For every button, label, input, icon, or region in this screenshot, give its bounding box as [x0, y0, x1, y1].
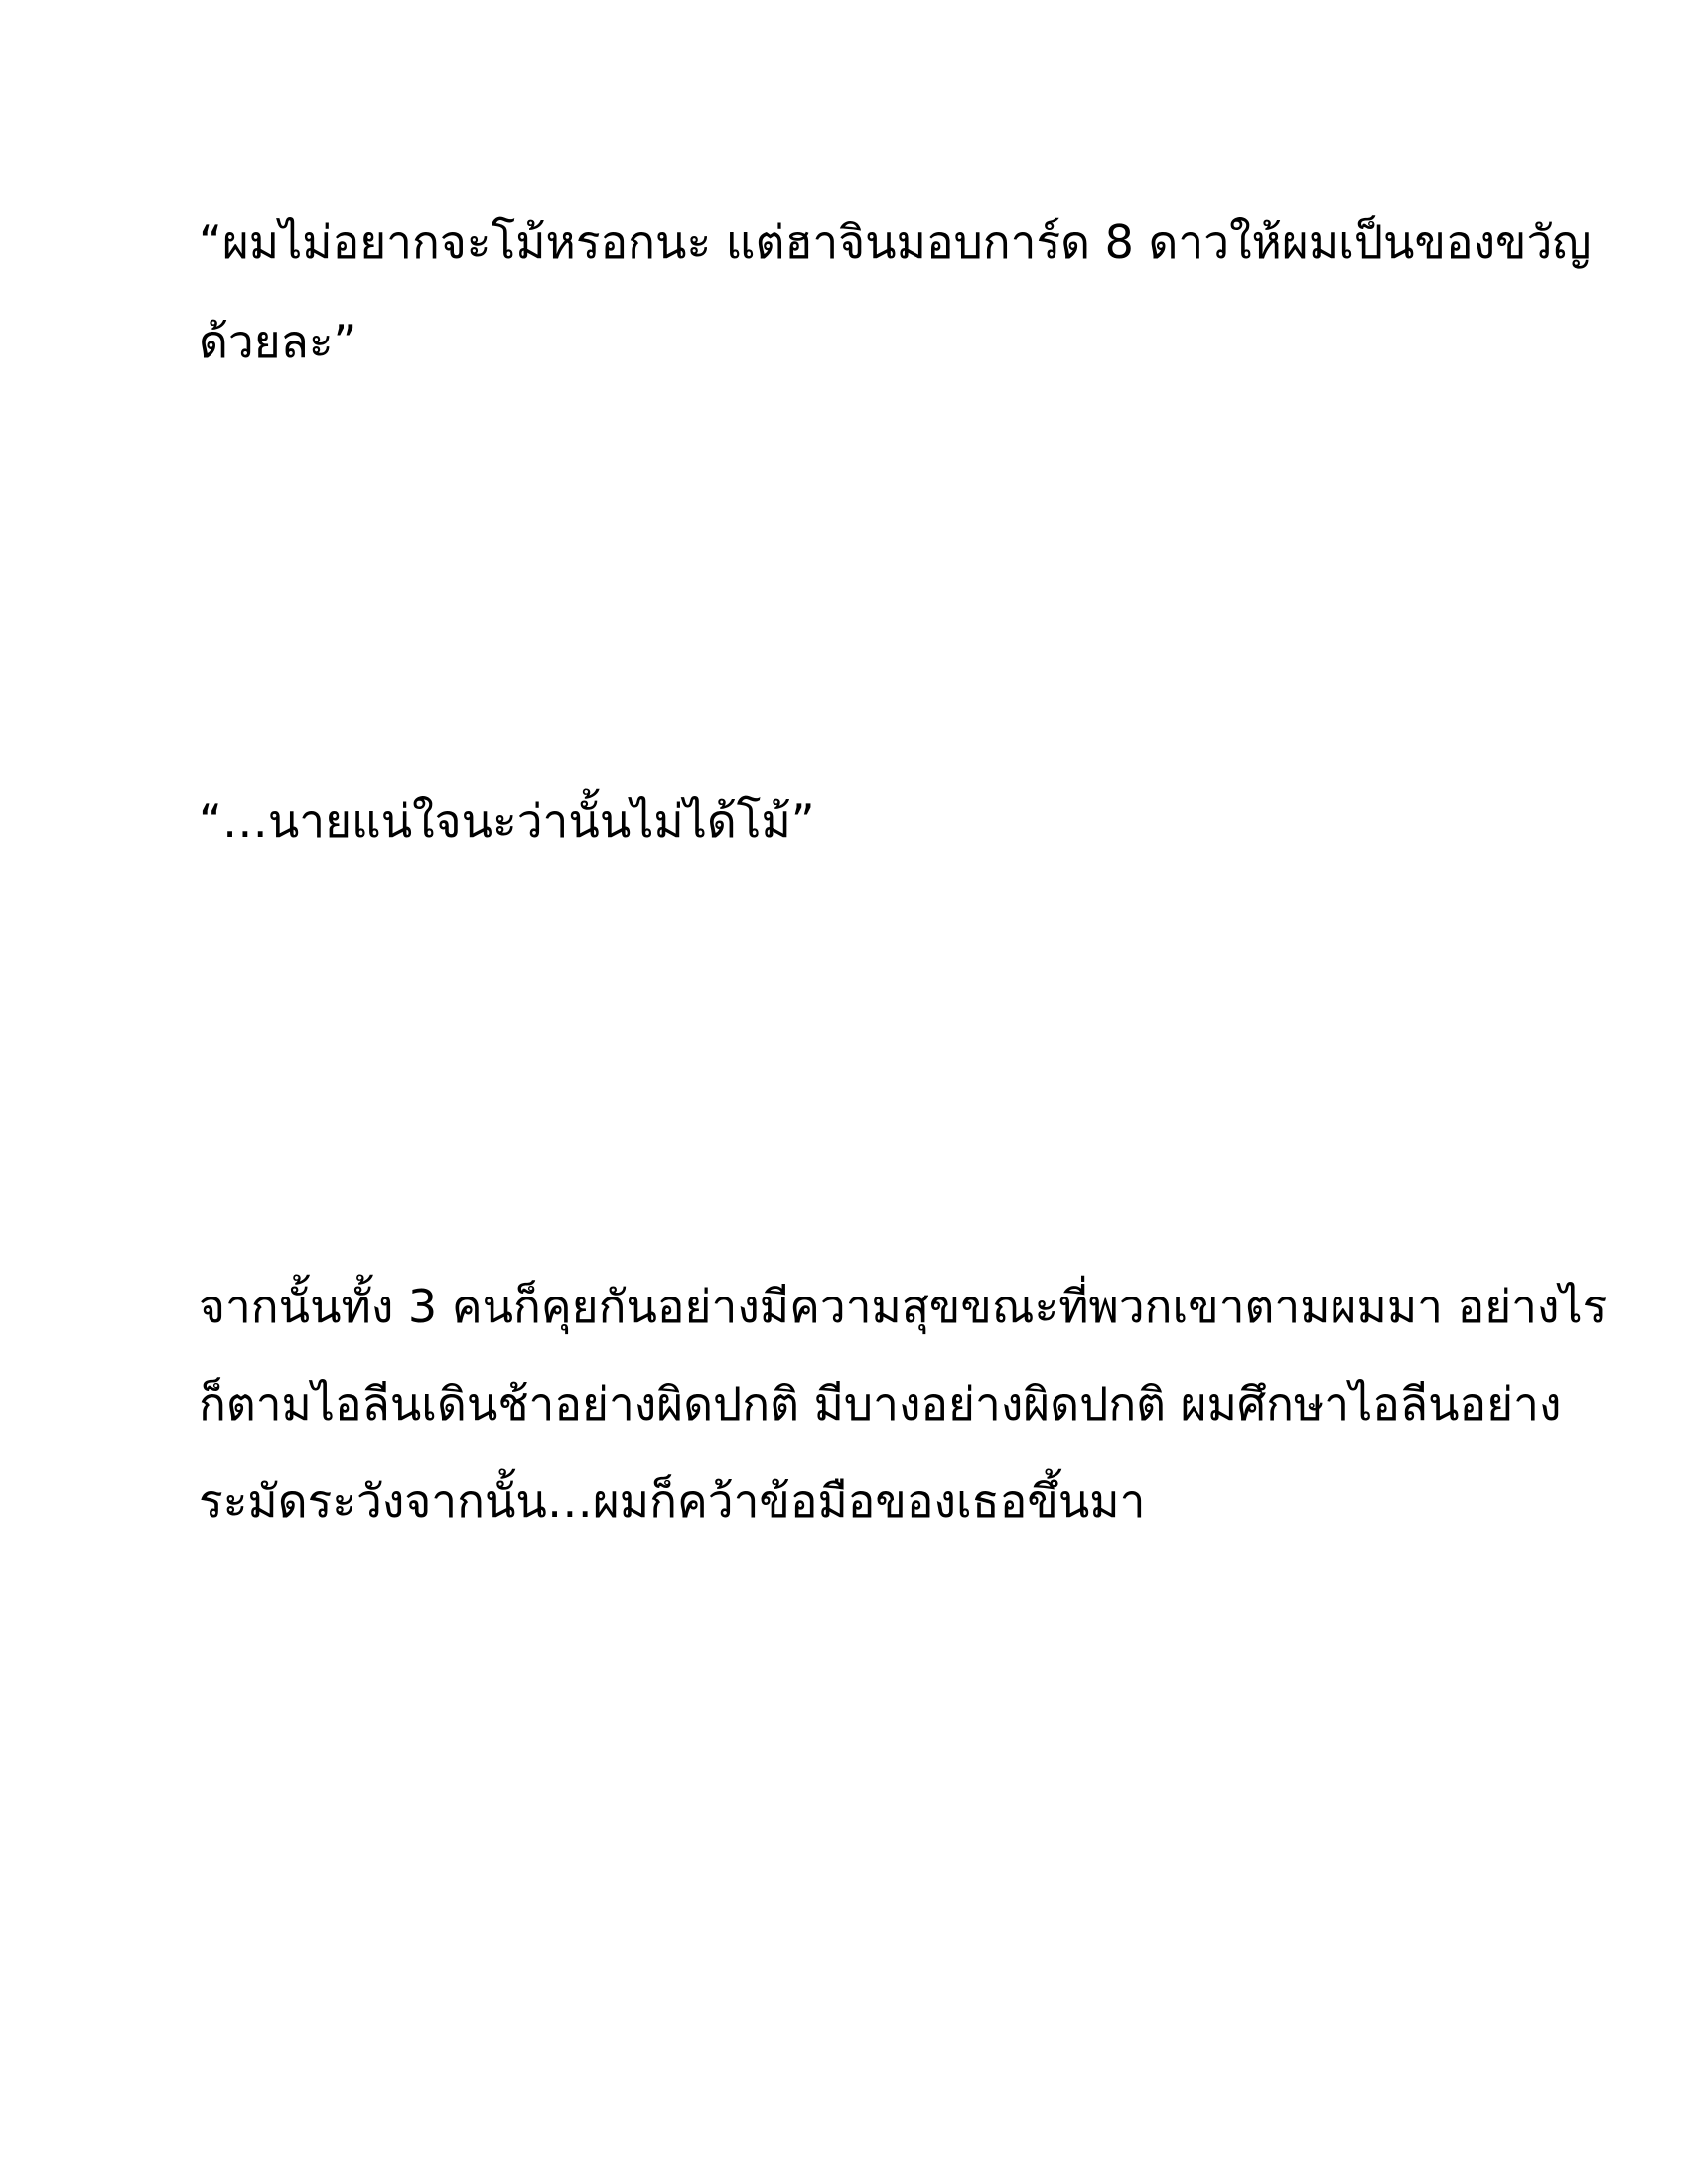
paragraph-3-line-1: จากนั้นทั้ง 3 คนก็คุยกันอย่างมีความสุขขณะที่พวกเขาตามผมมา อย่างไร: [199, 1280, 1608, 1333]
paragraph-3-line-3: ระมัดระวังจากนั้น…ผมก็คว้าข้อมือของเธอขึ้นมา: [199, 1474, 1146, 1528]
paragraph-2-line-1: “…นายแน่ใจนะว่านั้นไม่ได้โม้”: [199, 794, 815, 848]
paragraph-1-line-2: ด้วยละ”: [199, 315, 357, 368]
paragraph-1-line-1: “ผมไม่อยากจะโม้หรอกนะ แต่ฮาจินมอบการ์ด 8 ดาวให้ผมเป็นของขวัญ: [199, 215, 1592, 269]
paragraph-3-line-2: ก็ตามไอลีนเดินช้าอย่างผิดปกติ มีบางอย่างผิดปกติ ผมศึกษาไอลีนอย่าง: [199, 1377, 1562, 1431]
